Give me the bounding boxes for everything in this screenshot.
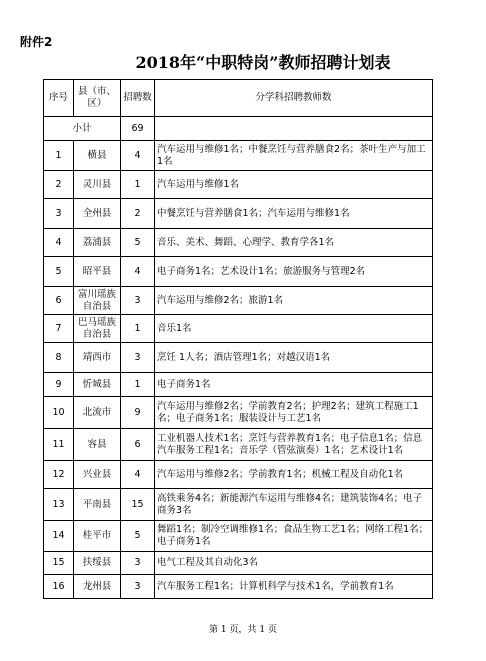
- page-title: 2018年“中职特岗”教师招聘计划表: [135, 53, 391, 72]
- row-seq: 14: [44, 521, 74, 552]
- table-header-row: [44, 80, 433, 117]
- table-row: [44, 141, 433, 171]
- table-row: [44, 552, 433, 575]
- subtotal-label: 小计: [44, 117, 121, 141]
- row-seq: 12: [44, 461, 74, 489]
- row-count: 15: [121, 489, 155, 521]
- row-county: 富川瑶族自治县: [74, 287, 121, 315]
- table-row: [44, 315, 433, 343]
- row-count: 3: [121, 575, 155, 599]
- row-seq: 9: [44, 373, 74, 397]
- row-detail: 汽车运用与维修2名；旅游1名: [155, 287, 433, 315]
- row-count: 3: [121, 287, 155, 315]
- row-seq: 8: [44, 343, 74, 373]
- row-detail: 高铁乘务4名；新能源汽车运用与维修4名；建筑装饰4名；电子商务3名: [155, 489, 433, 521]
- row-county: 巴马瑶族自治县: [74, 315, 121, 343]
- header-seq: 序号: [44, 80, 74, 117]
- subtotal-row: [44, 117, 433, 141]
- row-county: 平南县: [74, 489, 121, 521]
- row-county: 全州县: [74, 199, 121, 229]
- table-row: [44, 373, 433, 397]
- row-count: 5: [121, 229, 155, 257]
- row-count: 2: [121, 199, 155, 229]
- row-county: 昭平县: [74, 257, 121, 287]
- row-count: 1: [121, 373, 155, 397]
- row-detail: 音乐、美术、舞蹈、心理学、教育学各1名: [155, 229, 433, 257]
- table-row: [44, 461, 433, 489]
- table-row: [44, 171, 433, 199]
- row-detail: 电气工程及其自动化3名: [155, 552, 433, 575]
- row-seq: 13: [44, 489, 74, 521]
- row-detail: 中餐烹饪与营养膳食1名；汽车运用与维修1名: [155, 199, 433, 229]
- row-detail: 汽车运用与维修1名；中餐烹饪与营养膳食2名；茶叶生产与加工1名: [155, 141, 433, 171]
- table-row: [44, 429, 433, 461]
- table-row: [44, 397, 433, 429]
- row-count: 4: [121, 461, 155, 489]
- row-detail: 烹饪 1人名；酒店管理1名；对越汉语1名: [155, 343, 433, 373]
- table-row: [44, 199, 433, 229]
- table-row: [44, 575, 433, 599]
- row-detail: 汽车运用与维修2名；学前教育2名；护理2名；建筑工程施工1名；电子商务1名；服装设计与工艺1名: [155, 397, 433, 429]
- row-detail: 汽车服务工程1名；计算机科学与技术1名，学前教育1名: [155, 575, 433, 599]
- table-row: [44, 257, 433, 287]
- row-detail: 工业机器人技术1名；烹饪与营养教育1名；电子信息1名；信息汽车服务工程1名；音乐学（管弦演奏）1名；艺术设计1名: [155, 429, 433, 461]
- row-county: 桂平市: [74, 521, 121, 552]
- row-detail: 舞蹈1名；制冷空调维修1名；食品生物工艺1名；网络工程1名；电子商务1名: [155, 521, 433, 552]
- row-county: 容县: [74, 429, 121, 461]
- row-county: 兴业县: [74, 461, 121, 489]
- row-seq: 7: [44, 315, 74, 343]
- recruitment-table: [43, 79, 433, 599]
- row-seq: 4: [44, 229, 74, 257]
- row-count: 3: [121, 343, 155, 373]
- table-row: [44, 521, 433, 552]
- row-detail: 汽车运用与维修1名: [155, 171, 433, 199]
- row-detail: 电子商务1名；艺术设计1名；旅游服务与管理2名: [155, 257, 433, 287]
- table-row: [44, 343, 433, 373]
- row-detail: 电子商务1名: [155, 373, 433, 397]
- row-count: 5: [121, 521, 155, 552]
- row-seq: 15: [44, 552, 74, 575]
- row-county: 灵川县: [74, 171, 121, 199]
- row-county: 横县: [74, 141, 121, 171]
- row-seq: 16: [44, 575, 74, 599]
- header-count: 招聘数: [121, 80, 155, 117]
- row-seq: 6: [44, 287, 74, 315]
- table-row: [44, 229, 433, 257]
- row-detail: 汽车运用与维修2名；学前教育1名；机械工程及自动化1名: [155, 461, 433, 489]
- row-county: 忻城县: [74, 373, 121, 397]
- row-county: 扶绥县: [74, 552, 121, 575]
- row-seq: 10: [44, 397, 74, 429]
- row-count: 9: [121, 397, 155, 429]
- row-seq: 1: [44, 141, 74, 171]
- attachment-label: 附件2: [20, 35, 53, 49]
- row-county: 北流市: [74, 397, 121, 429]
- page-footer: 第 1 页，共 1 页: [209, 625, 277, 635]
- row-county: 龙州县: [74, 575, 121, 599]
- header-county: 县（市、区）: [74, 80, 121, 117]
- row-count: 4: [121, 141, 155, 171]
- row-count: 1: [121, 315, 155, 343]
- row-seq: 11: [44, 429, 74, 461]
- row-county: 荔浦县: [74, 229, 121, 257]
- row-detail: 音乐1名: [155, 315, 433, 343]
- table-row: [44, 287, 433, 315]
- row-county: 靖西市: [74, 343, 121, 373]
- row-seq: 5: [44, 257, 74, 287]
- row-count: 4: [121, 257, 155, 287]
- subtotal-detail: [155, 117, 433, 141]
- row-count: 3: [121, 552, 155, 575]
- row-count: 1: [121, 171, 155, 199]
- row-seq: 3: [44, 199, 74, 229]
- header-detail: 分学科招聘教师数: [155, 80, 433, 117]
- row-seq: 2: [44, 171, 74, 199]
- table-row: [44, 489, 433, 521]
- subtotal-value: 69: [121, 117, 155, 141]
- row-count: 6: [121, 429, 155, 461]
